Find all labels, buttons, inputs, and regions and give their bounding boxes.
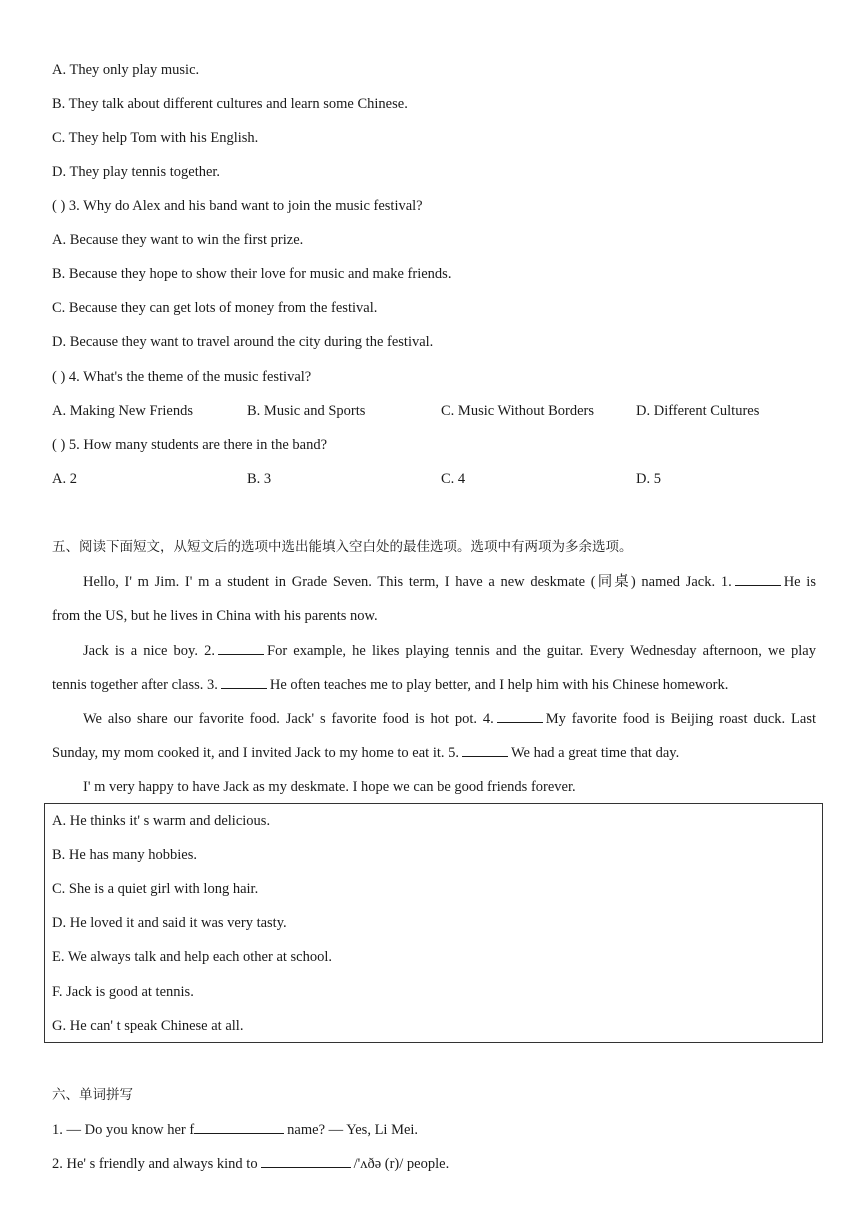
- passage-text: We also share our favorite food. Jack' s favorite food is hot pot. 4.: [83, 711, 494, 727]
- q5-option-a: A. 2: [52, 471, 77, 487]
- box-option-d: D. He loved it and said it was very tasty.: [52, 915, 287, 931]
- answer-blank-5[interactable]: [462, 742, 508, 757]
- box-option-g: G. He can' t speak Chinese at all.: [52, 1018, 244, 1034]
- q2-option-d: D. They play tennis together.: [52, 164, 221, 180]
- answer-blank-1[interactable]: [735, 571, 781, 586]
- answer-blank-3[interactable]: [221, 674, 267, 689]
- box-option-e: E. We always talk and help each other at school.: [52, 949, 333, 965]
- answer-blank-2[interactable]: [218, 640, 264, 655]
- q5-option-d: D. 5: [636, 471, 661, 487]
- box-option-f: F. Jack is good at tennis.: [52, 984, 194, 1000]
- passage-line: [52, 742, 679, 763]
- question-text: /'ʌðə (r)/ people.: [353, 1156, 450, 1172]
- passage-text: I' m very happy to have Jack as my deskmate. I hope we can be good friends forever.: [83, 779, 576, 795]
- box-option-b: B. He has many hobbies.: [52, 847, 197, 863]
- spelling-blank-1[interactable]: [194, 1119, 284, 1134]
- q3-option-d: D. Because they want to travel around the city during the festival.: [52, 334, 434, 350]
- q4-option-d: D. Different Cultures: [636, 403, 760, 419]
- spelling-blank-2[interactable]: [261, 1153, 351, 1168]
- q4-option-c: C. Music Without Borders: [441, 403, 595, 419]
- q3-option-b: B. Because they hope to show their love for music and make friends.: [52, 266, 452, 282]
- passage-line: [52, 674, 728, 695]
- q3-option-a: A. Because they want to win the first prize.: [52, 232, 304, 248]
- box-option-c: C. She is a quiet girl with long hair.: [52, 881, 259, 897]
- q2-option-b: B. They talk about different cultures and learn some Chinese.: [52, 96, 408, 112]
- section5-title: 五、阅读下面短文，从短文后的选项中选出能填入空白处的最佳选项。选项中有两项为多余选项。: [52, 539, 633, 555]
- passage-text: My favorite food is Beijing roast duck. Last: [545, 711, 816, 727]
- passage-text: He is: [783, 574, 816, 590]
- q5-stem: ( ) 5. How many students are there in the band?: [52, 437, 328, 453]
- passage-text: For example, he likes playing tennis and the guitar. Every Wednesday afternoon, we play: [267, 643, 816, 659]
- q2-option-c: C. They help Tom with his English.: [52, 130, 259, 146]
- passage-text: Jack is a nice boy. 2.: [83, 643, 215, 659]
- passage-text: He often teaches me to play better, and I help him with his Chinese homework.: [269, 677, 729, 693]
- passage-text: We had a great time that day.: [511, 745, 680, 761]
- passage-line: [83, 640, 816, 661]
- passage-text: Hello, I' m Jim. I' m a student in Grade Seven. This term, I have a new deskmate (同桌) named Jack. 1.: [83, 574, 732, 590]
- question-text: 2. He' s friendly and always kind to: [52, 1156, 258, 1172]
- q3-option-c: C. Because they can get lots of money from the festival.: [52, 300, 378, 316]
- passage-line: [83, 708, 816, 729]
- answer-blank-4[interactable]: [497, 708, 543, 723]
- q4-option-b: B. Music and Sports: [247, 403, 366, 419]
- box-option-a: A. He thinks it' s warm and delicious.: [52, 813, 271, 829]
- spelling-question-2: [52, 1153, 449, 1174]
- question-text: name? — Yes, Li Mei.: [287, 1122, 419, 1138]
- passage-text: tennis together after class. 3.: [52, 677, 218, 693]
- passage-text: from the US, but he lives in China with his parents now.: [52, 608, 378, 624]
- spelling-question-1: [52, 1119, 418, 1140]
- passage-text: Sunday, my mom cooked it, and I invited Jack to my home to eat it. 5.: [52, 745, 460, 761]
- question-text: 1. — Do you know her f: [52, 1122, 195, 1138]
- q3-stem: ( ) 3. Why do Alex and his band want to join the music festival?: [52, 198, 423, 214]
- section6-title: 六、单词拼写: [52, 1087, 133, 1103]
- passage-line: [83, 571, 816, 592]
- q4-option-a: A. Making New Friends: [52, 403, 193, 419]
- q5-option-b: B. 3: [247, 471, 272, 487]
- q2-option-a: A. They only play music.: [52, 62, 200, 78]
- q5-option-c: C. 4: [441, 471, 466, 487]
- q4-stem: ( ) 4. What's the theme of the music festival?: [52, 369, 312, 385]
